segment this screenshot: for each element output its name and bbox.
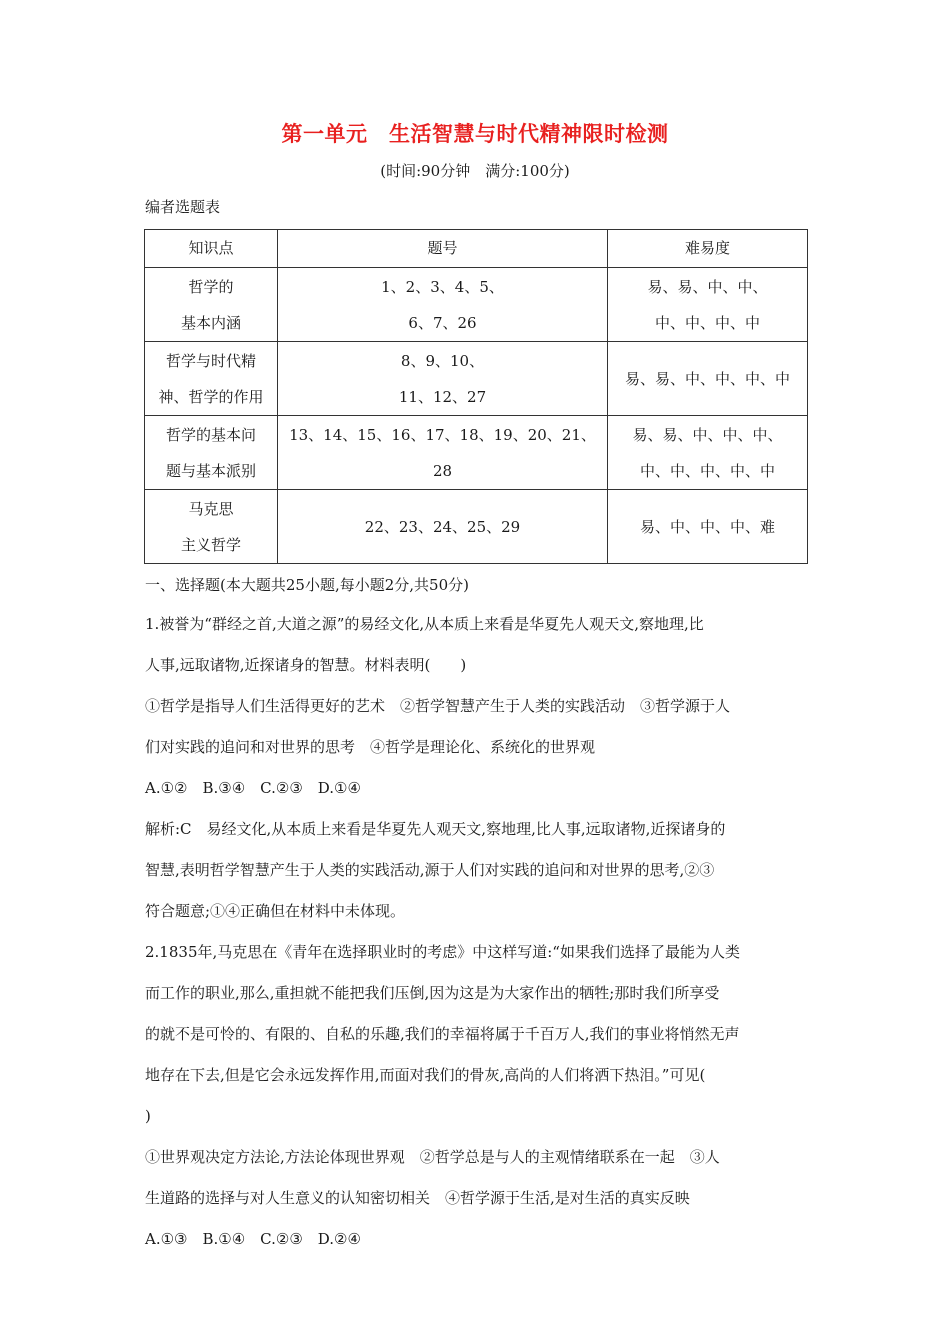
question-selection-table <box>144 229 808 564</box>
cell-line: 6、7、26 <box>408 313 477 332</box>
q2-stem-line: 2.1835年,马克思在《青年在选择职业时的考虑》中这样写道:“如果我们选择了最能为人类 <box>145 943 740 961</box>
cell-line: 哲学的 <box>188 277 234 296</box>
table-caption: 编者选题表 <box>145 198 221 216</box>
q1-analysis-line: 智慧,表明哲学智慧产生于人类的实践活动,源于人们对实践的追问和对世界的思考,②③ <box>145 861 715 879</box>
cell-line: 基本内涵 <box>180 313 241 332</box>
cell-line: 易、中、中、中、难 <box>639 517 775 536</box>
header-numbers: 题号 <box>278 230 608 268</box>
q2-option-line: 生道路的选择与对人生意义的认知密切相关 ④哲学源于生活,是对生活的真实反映 <box>145 1189 690 1207</box>
topic-cell <box>145 490 278 564</box>
table-row <box>145 490 808 564</box>
cell-line: 中、中、中、中、中 <box>639 461 775 480</box>
q2-choices: A.①③ B.①④ C.②③ D.②④ <box>145 1230 361 1248</box>
cell-line: 马克思 <box>188 499 234 518</box>
q2-option-line: ①世界观决定方法论,方法论体现世界观 ②哲学总是与人的主观情绪联系在一起 ③人 <box>145 1148 720 1166</box>
page-title: 第一单元 生活智慧与时代精神限时检测 <box>281 122 669 146</box>
q2-stem-line: 的就不是可怜的、有限的、自私的乐趣,我们的幸福将属于千百万人,我们的事业将悄然无声 <box>145 1025 740 1043</box>
question-body <box>145 566 807 1260</box>
table-row <box>145 268 808 342</box>
cell-line: 神、哲学的作用 <box>158 387 264 406</box>
cell-line: 易、易、中、中、中、中 <box>624 369 790 388</box>
table-row <box>145 342 808 416</box>
cell-line: 8、9、10、 <box>400 351 485 370</box>
cell-line: 11、12、27 <box>398 387 487 406</box>
table-header-row <box>145 230 808 268</box>
topic-cell <box>145 342 278 416</box>
q2-stem-line: ) <box>145 1107 151 1125</box>
difficulty-cell <box>608 268 808 342</box>
q1-option-line: 们对实践的追问和对世界的思考 ④哲学是理论化、系统化的世界观 <box>145 738 596 756</box>
header-topic: 知识点 <box>145 230 278 268</box>
section-heading: 一、选择题(本大题共25小题,每小题2分,共50分) <box>145 576 469 594</box>
difficulty-cell <box>608 416 808 490</box>
cell-line: 题与基本派别 <box>165 461 256 480</box>
difficulty-cell <box>608 490 808 564</box>
cell-line: 中、中、中、中 <box>654 313 760 332</box>
numbers-cell <box>278 268 608 342</box>
numbers-cell <box>278 416 608 490</box>
q1-stem-line: 人事,远取诸物,近探诸身的智慧。材料表明( ) <box>145 656 467 674</box>
table-row <box>145 416 808 490</box>
q1-choices: A.①② B.③④ C.②③ D.①④ <box>145 779 361 797</box>
q1-option-line: ①哲学是指导人们生活得更好的艺术 ②哲学智慧产生于人类的实践活动 ③哲学源于人 <box>145 697 731 715</box>
q1-analysis-line: 符合题意;①④正确但在材料中未体现。 <box>145 902 406 920</box>
q1-stem-line: 1.被誉为“群经之首,大道之源”的易经文化,从本质上来看是华夏先人观天文,察地理,比 <box>145 615 704 633</box>
header-difficulty: 难易度 <box>608 230 808 268</box>
cell-line: 主义哲学 <box>180 535 241 554</box>
topic-cell <box>145 416 278 490</box>
cell-line: 易、易、中、中、 <box>647 277 768 296</box>
numbers-cell <box>278 490 608 564</box>
numbers-cell <box>278 342 608 416</box>
cell-line: 22、23、24、25、29 <box>364 517 521 536</box>
cell-line: 哲学与时代精 <box>165 351 256 370</box>
cell-line: 哲学的基本问 <box>165 425 256 444</box>
q1-analysis-line: 解析:C 易经文化,从本质上来看是华夏先人观天文,察地理,比人事,远取诸物,近探诸身的 <box>145 820 726 838</box>
q2-stem-line: 地存在下去,但是它会永远发挥作用,而面对我们的骨灰,高尚的人们将洒下热泪。”可见( <box>145 1066 706 1084</box>
cell-line: 易、易、中、中、中、 <box>632 425 783 444</box>
cell-line: 1、2、3、4、5、 <box>381 277 504 296</box>
difficulty-cell <box>608 342 808 416</box>
cell-line: 13、14、15、16、17、18、19、20、21、28 <box>289 425 596 480</box>
topic-cell <box>145 268 278 342</box>
exam-info: (时间:90分钟 满分:100分) <box>380 162 570 180</box>
q2-stem-line: 而工作的职业,那么,重担就不能把我们压倒,因为这是为大家作出的牺牲;那时我们所享受 <box>145 984 720 1002</box>
